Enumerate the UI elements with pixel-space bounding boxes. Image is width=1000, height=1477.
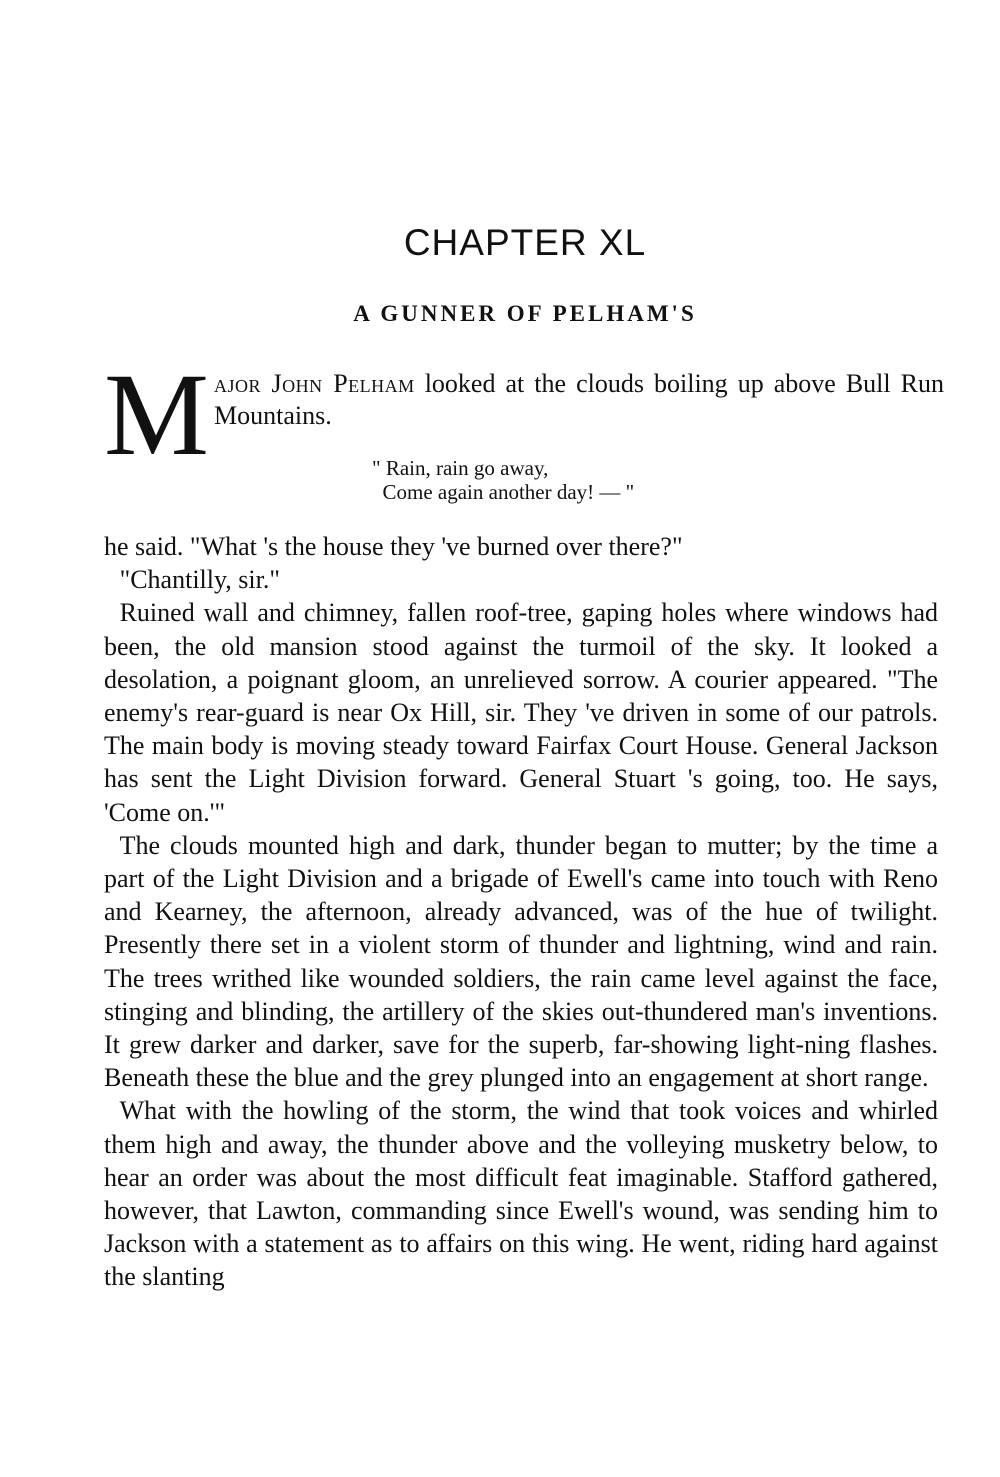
verse-line: Come again another day! — " — [372, 480, 635, 504]
opening-rest: looked at the clouds boiling up above Bull Run Mountains. — [214, 369, 945, 430]
paragraph: he said. "What 's the house they 've burned over there?" — [104, 532, 683, 561]
paragraph: What with the howling of the storm, the wind that took voices and whirled them high and away, the thunder above and the volleying musketry below, to hear an order was about the most difficult feat imaginable. Stafford gathered, however, that Lawton, commanding since Ewell's wound, was sending him to Jackson with a statement as to affairs on this wing. He went, riding hard against the slanting — [104, 1096, 938, 1292]
paragraph: Ruined wall and chimney, fallen roof-tree, gaping holes where windows had been, the old mansion stood against the turmoil of the sky. It looked a desolation, a poignant gloom, an unrelieved sorrow. A courier appeared. "The enemy's rear-guard is near Ox Hill, sir. They 've driven in some of our patrols. The main body is moving steady toward Fairfax Court House. General Jackson has sent the Light Division forward. General Stuart 's going, too. He says, 'Come on.'" — [104, 598, 938, 827]
verse-line: " Rain, rain go away, — [372, 456, 549, 480]
chapter-subtitle: A GUNNER OF PELHAM'S — [353, 301, 697, 326]
drop-cap: M — [104, 349, 209, 480]
chapter-title: CHAPTER XL — [403, 222, 647, 263]
body-text — [104, 530, 938, 1294]
opening-paragraph — [214, 368, 944, 432]
opening-name: ajor John Pelham — [214, 369, 415, 398]
paragraph: "Chantilly, sir." — [119, 565, 280, 595]
paragraph: The clouds mounted high and dark, thunder began to mutter; by the time a part of the Light Division and a brigade of Ewell's came into touch with Reno and Kearney, the afternoon, already advanced, was of the hue of twilight. Presently there set in a violent storm of thunder and lightning, wind and rain. The trees writhed like wounded soldiers, the rain came level against the face, stinging and blinding, the artillery of the skies out-thundered man's inventions. It grew darker and darker, save for the superb, far-showing light-ning flashes. Beneath these the blue and the grey plunged into an engagement at short range. — [104, 830, 938, 1093]
verse-quote — [372, 456, 634, 504]
